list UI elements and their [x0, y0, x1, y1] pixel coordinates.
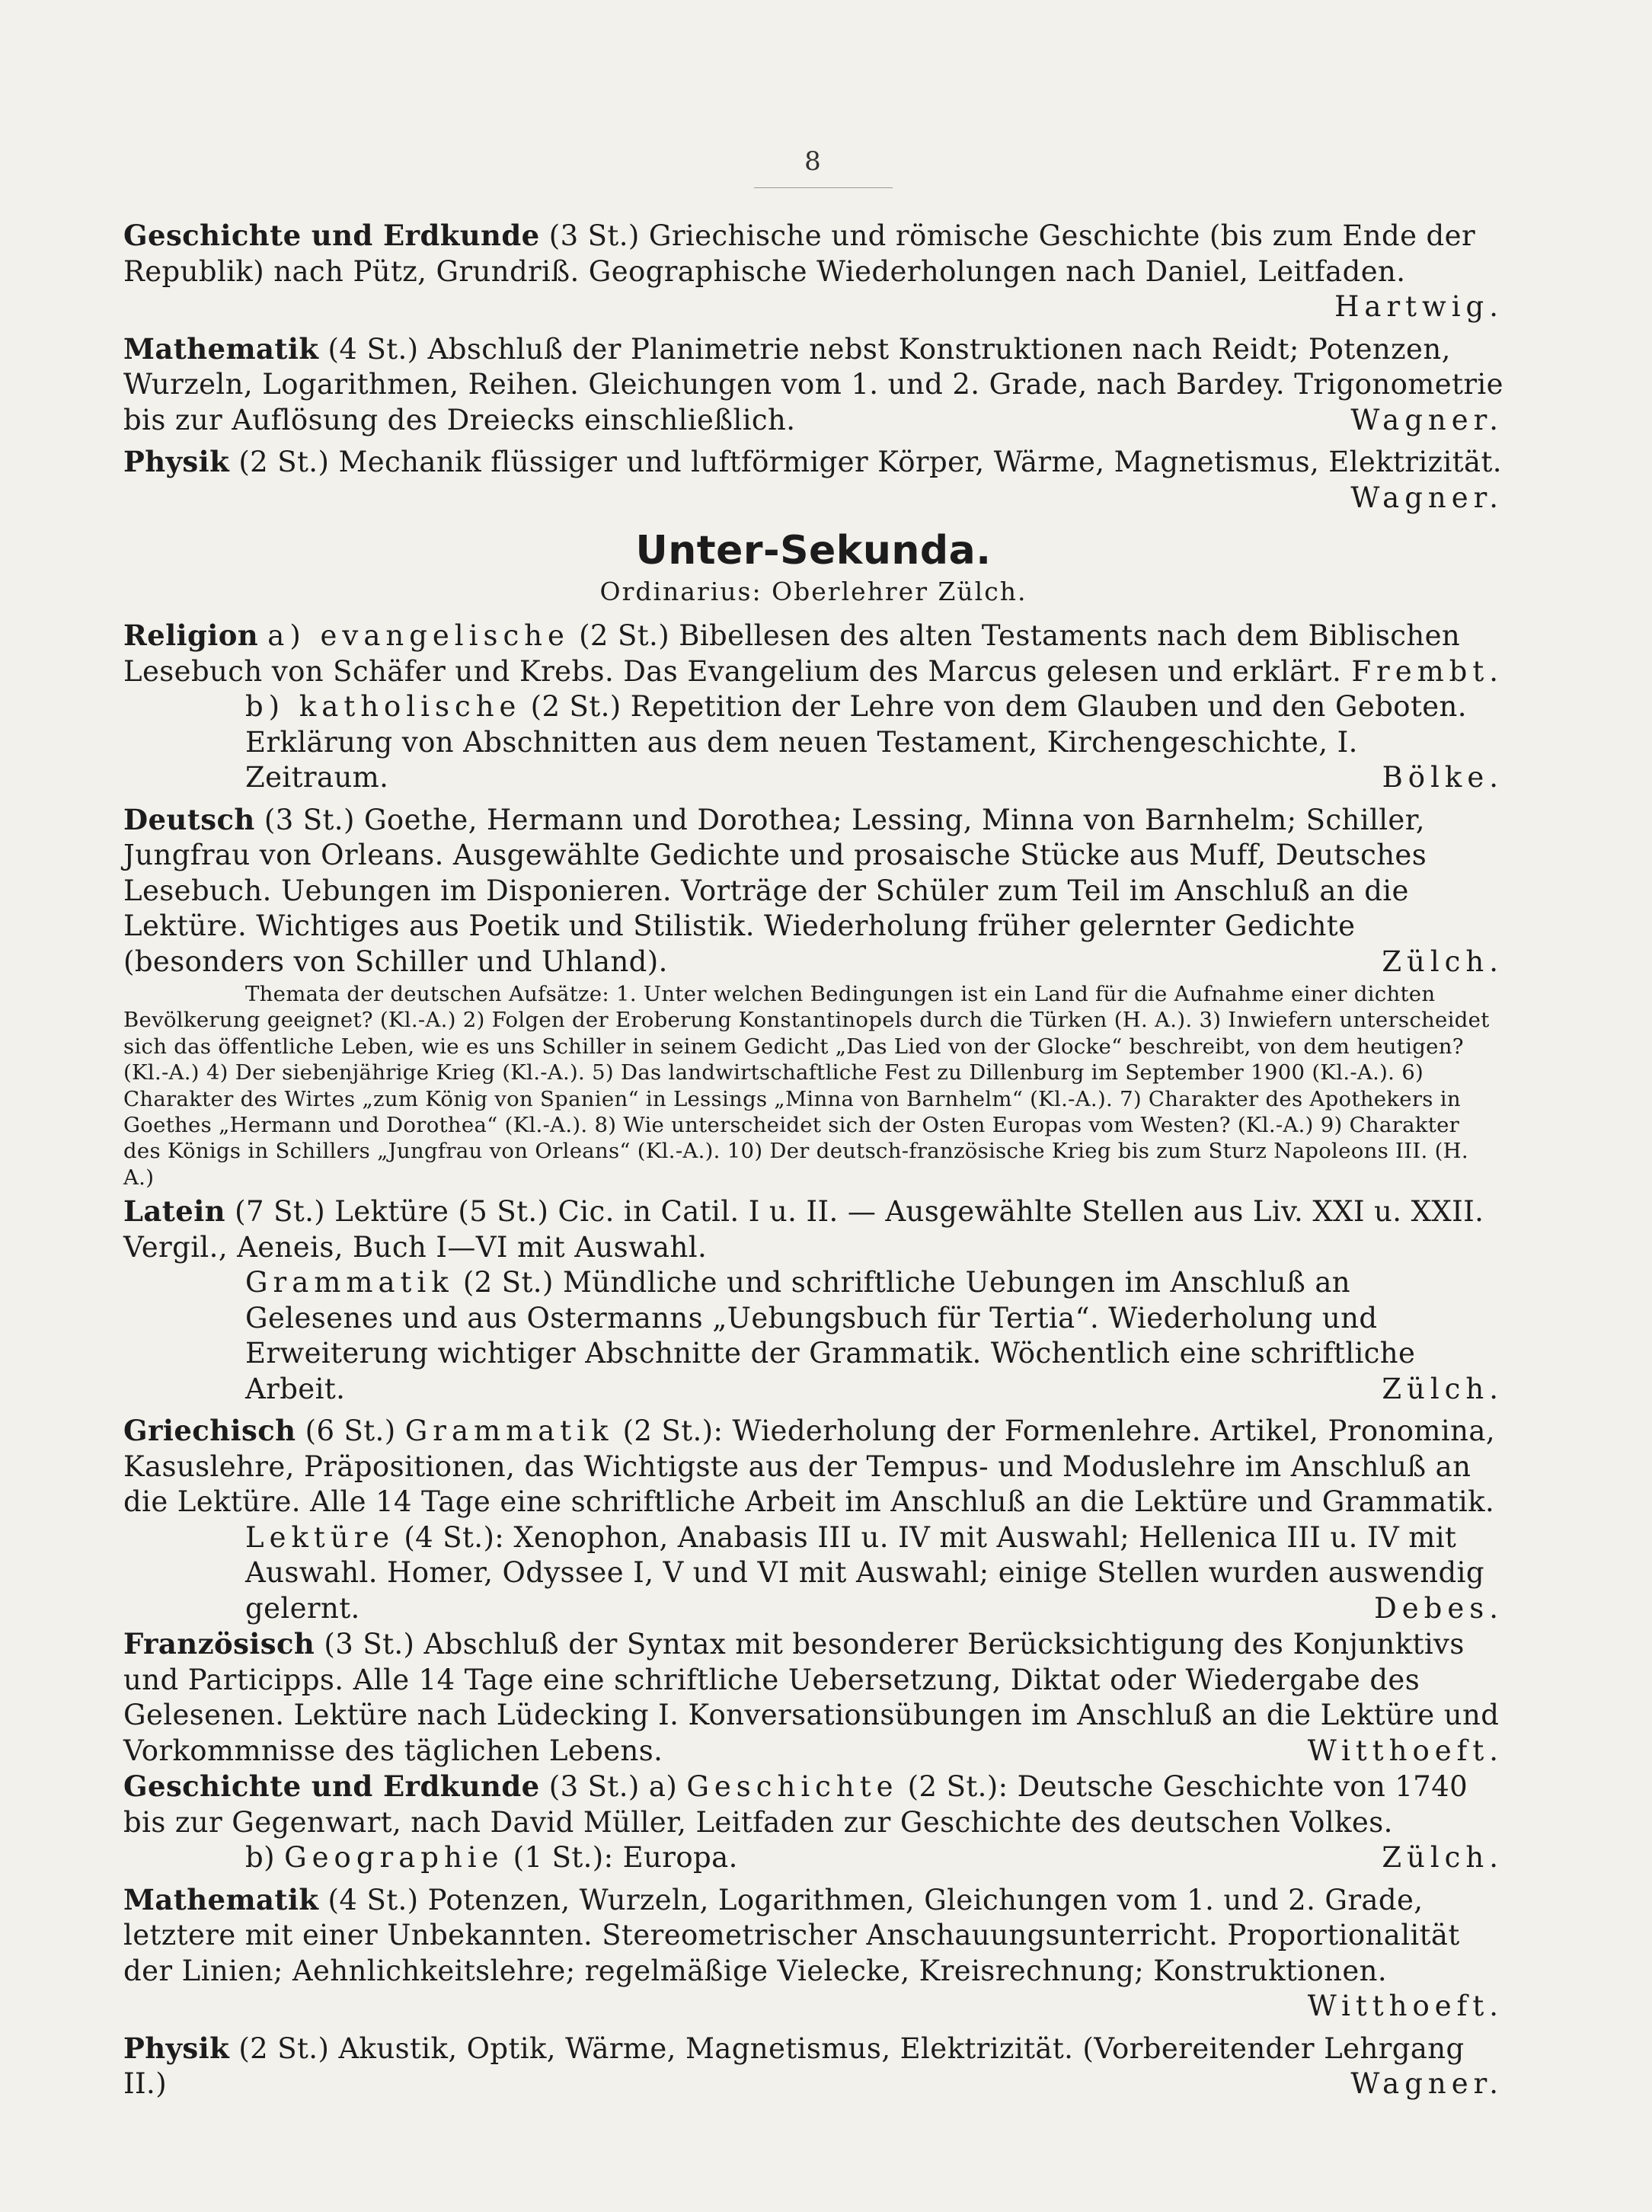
entry-text: (2 St.) Bibellesen des alten Testaments nach dem Biblischen Lesebuch von Schäfer und Krebs. Das Evangelium des Marcus gelesen und erklärt.: [123, 619, 1461, 688]
physik-entry: [123, 2031, 1503, 2102]
subject-heading: Mathematik: [123, 331, 319, 366]
entry-text: (3 St.) Goethe, Hermann und Dorothea; Lessing, Minna von Barnhelm; Schiller, Jungfrau von Orleans. Ausgewählte Gedichte und prosaische Stücke aus Muff, Deutsches Lesebuch. Uebungen im Disponieren. Vorträge der Schüler zum Teil im Anschluß an die Lektüre. Wichtiges aus Poetik und Stilistik. Wiederholung früher gelernter Gedichte (besonders von Schiller und Uhland).: [123, 803, 1427, 978]
teacher-name: Zülch.: [1382, 1372, 1503, 1405]
subject-heading: Griechisch: [123, 1414, 296, 1448]
geschichte-b-entry: [123, 1840, 1503, 1876]
entry-text: (2 St.) Akustik, Optik, Wärme, Magnetismus, Elektrizität. (Vorbereitender Lehrgang II.): [123, 2031, 1465, 2101]
teacher-name: Hartwig.: [1334, 290, 1503, 323]
entry-text: (1 St.): Europa.: [513, 1841, 738, 1875]
entry-text: (2 St.): Deutsche Geschichte von 1740 bis zur Gegenwart, nach David Müller, Leitfaden zur Geschichte des deutschen Volkes.: [123, 1770, 1468, 1839]
teacher-name: Zülch.: [1382, 945, 1503, 978]
griechisch-lektuere-entry: [123, 1520, 1503, 1627]
religion-entry: [123, 618, 1503, 689]
subject-heading: Deutsch: [123, 802, 255, 836]
teacher-name: Debes.: [1374, 1591, 1503, 1625]
entry-text: (7 St.) Lektüre (5 St.) Cic. in Catil. I u. II. — Ausgewählte Stellen aus Liv. XXI u. XXII. Vergil., Aeneis, Buch I—VI mit Auswahl.: [123, 1195, 1484, 1264]
entry-text: (4 St.): Xenophon, Anabasis III u. IV mit Auswahl; Hellenica III u. IV mit Auswahl. Homer, Odyssee I, V und VI mit Auswahl; einige Stellen wurden auswendig gelernt.: [245, 1520, 1484, 1625]
religion-b-entry: [123, 689, 1503, 796]
entry-text: (4 St.) Potenzen, Wurzeln, Logarithmen, Gleichungen vom 1. und 2. Grade, letztere mit einer Unbekannten. Stereometrischer Anschauungsunterricht. Proportionalität der Linien; Aehnlichkeitslehre; regelmäßige Vielecke, Kreisrechnung; Konstruktionen.: [123, 1883, 1460, 1987]
subject-heading: Geschichte und Erdkunde: [123, 219, 540, 252]
subject-heading: Mathematik: [123, 1882, 319, 1916]
subsection-label: Lektüre: [245, 1520, 395, 1554]
entry-text: (2 St.) Mechanik flüssiger und luftförmiger Körper, Wärme, Magnetismus, Elektrizität.: [238, 446, 1502, 478]
subsection-label: Geographie: [284, 1841, 504, 1875]
prev-physik-entry: [123, 444, 1503, 516]
ordinarius-line: Ordinarius: Oberlehrer Zülch.: [599, 577, 1027, 606]
entry-text: (3 St.) Griechische und römische Geschichte (bis zum Ende der Republik) nach Pütz, Grundriß. Geographische Wiederholungen nach Daniel, Leitfaden.: [123, 219, 1476, 288]
entry-text: (4 St.) Abschluß der Planimetrie nebst Konstruktionen nach Reidt; Potenzen, Wurzeln, Logarithmen, Reihen. Gleichungen vom 1. und 2. Grade, nach Bardey. Trigonometrie bis zur Auflösung des Dreiecks einschließlich.: [123, 332, 1503, 436]
entry-text: b): [245, 1841, 275, 1875]
latein-grammatik-entry: [123, 1265, 1503, 1407]
geschichte-entry: [123, 1769, 1503, 1840]
subject-heading: Latein: [123, 1194, 225, 1229]
subject-heading: Physik: [123, 2031, 230, 2065]
subsection-label: Grammatik: [404, 1414, 614, 1448]
entry-text: (2 St.): Wiederholung der Formenlehre. Artikel, Pronomina, Kasuslehre, Präpositionen, das Wichtigste aus der Tempus- und Moduslehre im Anschluß an die Lektüre. Alle 14 Tage eine schriftliche Arbeit im Anschluß an die Lektüre und Grammatik.: [123, 1414, 1495, 1519]
subject-heading: Französisch: [123, 1627, 315, 1661]
prev-mathematik-entry: [123, 331, 1503, 439]
subject-heading: Religion: [123, 619, 259, 652]
teacher-name: Wagner.: [1350, 403, 1503, 436]
teacher-name: Witthoeft.: [1307, 1990, 1503, 2023]
entry-text: (2 St.) Repetition der Lehre von dem Glauben und den Geboten. Erklärung von Abschnitten aus dem neuen Testament, Kirchengeschichte, I. Zeitraum.: [245, 690, 1467, 794]
themes-text: 1. Unter welchen Bedingungen ist ein Land für die Aufnahme einer dichten Bevölkerung geeignet? (Kl.-A.) 2) Folgen der Eroberung Konstantinopels durch die Türken (H. A.). 3) Inwiefern unterscheidet sich das öffentliche Leben, wie es uns Schiller in seinem Gedicht „Das Lied von der Glocke“ beschreibt, von dem heutigen? (Kl.-A.) 4) Der siebenjährige Krieg (Kl.-A.). 5) Das landwirtschaftliche Fest zu Dillenburg im September 1900 (Kl.-A.). 6) Charakter des Wirtes „zum König von Spanien“ in Lessings „Minna von Barnhelm“ (Kl.-A.). 7) Charakter des Apothekers in Goethes „Hermann und Dorothea“ (Kl.-A.). 8) Wie unterscheidet sich der Osten Europas vom Westen? (Kl.-A.) 9) Charakter des Königs in Schillers „Jungfrau von Orleans“ (Kl.-A.). 10) Der deutsch-französische Krieg bis zum Sturz Napoleons III. (H. A.): [123, 982, 1490, 1190]
latein-entry: [123, 1194, 1503, 1265]
entry-text: (3 St.) a): [548, 1770, 678, 1804]
subsection-label: Geschichte: [686, 1770, 899, 1804]
entry-text: (2 St.) Mündliche und schriftliche Uebungen im Anschluß an Gelesenes und aus Ostermanns „Uebungsbuch für Tertia“. Wiederholung und Erweiterung wichtiger Abschnitte der Grammatik. Wöchentlich eine schriftliche Arbeit.: [245, 1266, 1416, 1405]
teacher-name: Wagner.: [1350, 481, 1503, 514]
header-rule: [754, 187, 893, 188]
essay-themes: [123, 981, 1503, 1191]
teacher-name: Frembt.: [1351, 654, 1503, 688]
subsection-label: b) katholische: [245, 690, 522, 723]
page-content: [123, 218, 1503, 2102]
subject-heading: Physik: [123, 445, 230, 478]
teacher-name: Zülch.: [1382, 1841, 1503, 1875]
teacher-name: Wagner.: [1350, 2067, 1503, 2101]
teacher-name: Witthoeft.: [1307, 1734, 1503, 1767]
entry-text: (3 St.) Abschluß der Syntax mit besonderer Berücksichtigung des Konjunktivs und Participps. Alle 14 Tage eine schriftliche Uebersetzung, Diktat oder Wiedergabe des Gelesenen. Lektüre nach Lüdecking I. Konversationsübungen im Anschluß an die Lektüre und Vorkommnisse des täglichen Lebens.: [123, 1628, 1500, 1767]
mathematik-entry: [123, 1882, 1503, 2025]
prev-geschichte-entry: [123, 218, 1503, 325]
franzoesisch-entry: [123, 1626, 1503, 1769]
subsection-label: a) evangelische: [267, 619, 570, 652]
themes-label: Themata der deutschen Aufsätze:: [245, 982, 609, 1006]
page-number: 8: [804, 146, 821, 177]
deutsch-entry: [123, 802, 1503, 980]
teacher-name: Bölke.: [1382, 761, 1503, 794]
subsection-label: Grammatik: [245, 1266, 454, 1299]
section-title: Unter-Sekunda.: [635, 528, 992, 574]
entry-text: (6 St.): [305, 1414, 396, 1448]
subject-heading: Geschichte und Erdkunde: [123, 1769, 540, 1804]
griechisch-entry: [123, 1413, 1503, 1520]
